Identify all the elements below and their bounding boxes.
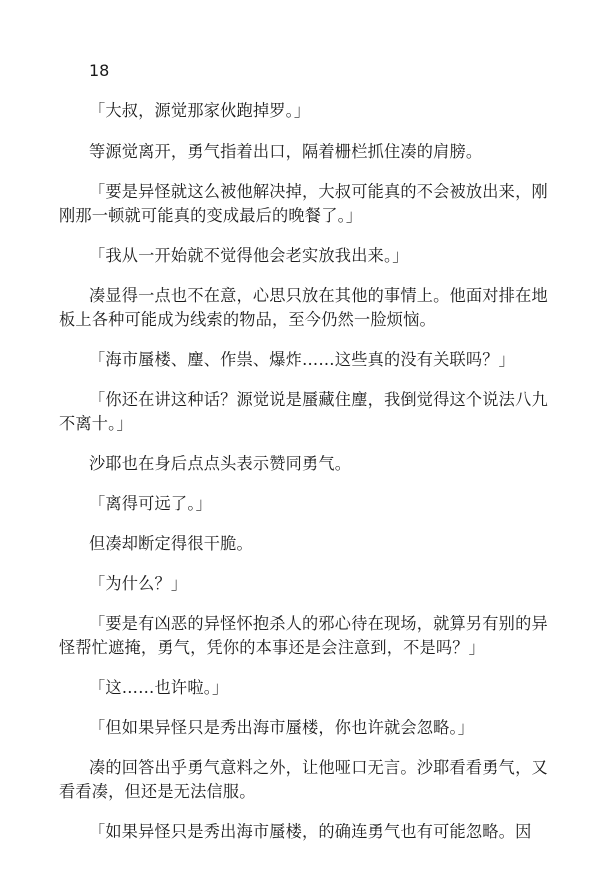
paragraph-3: 「要是异怪就这么被他解决掉，大叔可能真的不会被放出来，刚刚那一顿就可能真的变成最后的晚餐了。」 bbox=[59, 182, 548, 225]
paragraph-15: 凑的回答出乎勇气意料之外，让他哑口无言。沙耶看看勇气，又看看凑，但还是无法信服。 bbox=[59, 758, 548, 801]
paragraph-9: 「离得可远了。」 bbox=[89, 494, 212, 513]
paragraph-16: 「如果异怪只是秀出海市蜃楼，的确连勇气也有可能忽略。因 bbox=[89, 822, 532, 841]
paragraph-2: 等源觉离开，勇气指着出口，隔着栅栏抓住凑的肩膀。 bbox=[89, 142, 483, 161]
paragraph-6: 「海市蜃楼、麈、作祟、爆炸……这些真的没有关联吗？」 bbox=[89, 350, 516, 369]
paragraph-4: 「我从一开始就不觉得他会老实放我出来。」 bbox=[89, 246, 409, 265]
paragraph-5: 凑显得一点也不在意，心思只放在其他的事情上。他面对排在地板上各种可能成为线索的物品，至今仍然一脸烦恼。 bbox=[59, 286, 548, 329]
page-number: 18 bbox=[89, 61, 110, 80]
paragraph-13: 「这……也许啦。」 bbox=[89, 678, 229, 697]
paragraph-8: 沙耶也在身后点点头表示赞同勇气。 bbox=[89, 454, 352, 473]
paragraph-11: 「为什么？」 bbox=[89, 574, 188, 593]
paragraph-14: 「但如果异怪只是秀出海市蜃楼，你也许就会忽略。」 bbox=[89, 718, 475, 737]
paragraph-1: 「大叔，源觉那家伙跑掉罗。」 bbox=[89, 101, 311, 120]
paragraph-12: 「要是有凶恶的异怪怀抱杀人的邪心待在现场，就算另有别的异怪帮忙遮掩，勇气，凭你的本事还是会注意到，不是吗？」 bbox=[59, 614, 548, 657]
paragraph-7: 「你还在讲这种话？源觉说是蜃藏住麈，我倒觉得这个说法八九不离十。」 bbox=[59, 390, 548, 433]
paragraph-10: 但凑却断定得很干脆。 bbox=[89, 534, 253, 553]
